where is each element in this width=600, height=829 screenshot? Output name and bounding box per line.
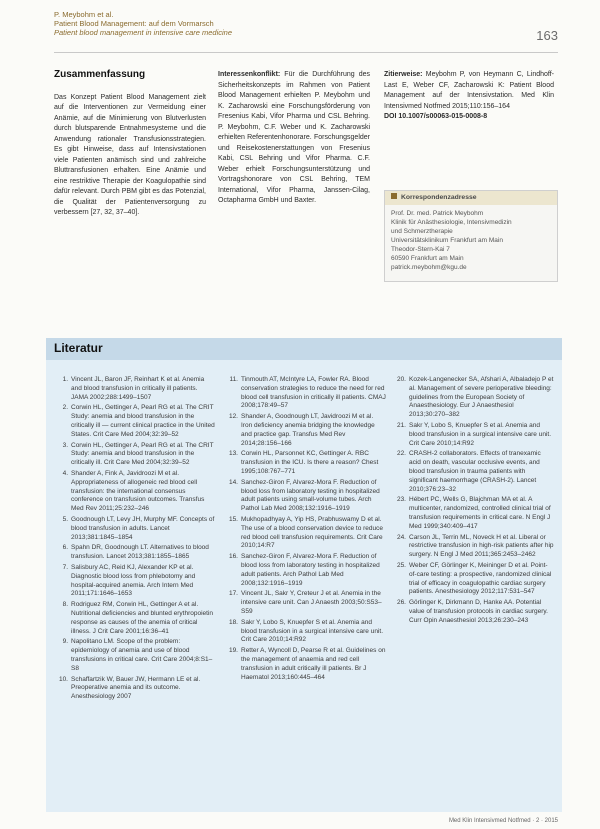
reference-text: CRASH-2 collaborators. Effects of tranexamic acid on death, vascular occlusive events, and blood transfusion in trauma patients with significant haemorrhage (CRASH-2). Lancet 2010;376:23–32 — [409, 450, 541, 493]
correspondence-line: Universitätsklinikum Frankfurt am Main — [391, 237, 503, 244]
reference-number: 2. — [62, 404, 68, 412]
reference-number: 16. — [228, 553, 238, 561]
reference-number: 7. — [62, 563, 68, 571]
correspondence-title: Korrespondenzadresse — [385, 191, 557, 205]
reference-item — [58, 676, 216, 702]
reference-number: 18. — [228, 618, 238, 626]
reference-item — [396, 450, 554, 494]
reference-item — [228, 413, 386, 448]
reference-text: Shander A, Fink A, Javidroozi M et al. Appropriateness of allogeneic red blood cell transfusion: the international consensus conference on transfusion outcomes. Transfus Med Rev 2011;25:232–246 — [71, 469, 205, 513]
reference-text: Rodriguez RM, Corwin HL, Gettinger A et al. Nutritional deficiencies and blunted erythropoietin response as causes of the anemia of critical illness. J Crit Care 2001;16:36–41 — [71, 601, 214, 635]
reference-item — [58, 470, 216, 514]
reference-item — [396, 496, 554, 531]
page-number: 163 — [536, 28, 558, 43]
references-area — [46, 360, 562, 812]
references-column-1 — [58, 376, 216, 704]
reference-number: 11. — [229, 376, 238, 383]
reference-text: Weber CF, Görlinger K, Meininger D et al. Point-of-care testing: a prospective, randomized clinical trial of efficacy in coagulopathic cardiac surgery patients. Anesthesiology 2012;117:531–547 — [409, 561, 552, 596]
references-column-3 — [396, 376, 554, 628]
correspondence-line: Klinik für Anästhesiologie, Intensivmedizin — [391, 219, 512, 226]
reference-text: Tinmouth AT, McIntyre LA, Fowler RA. Blood conservation strategies to reduce the need for red blood cell transfusion in critically ill patients. CMAJ 2008;178:49–57 — [241, 376, 386, 410]
reference-item — [58, 638, 216, 673]
reference-item — [396, 562, 554, 597]
reference-number: 12. — [228, 413, 238, 421]
reference-item — [228, 553, 386, 588]
reference-text: Vincent JL, Baron JF, Reinhart K et al. Anemia and blood transfusion in critically ill patients. JAMA 2002;288:1499–1507 — [71, 376, 205, 401]
reference-item — [228, 590, 386, 616]
reference-text: Sanchez-Giron F, Alvarez-Mora F. Reduction of blood loss from laboratory testing in hospitalized adult patients using small-volume tubes. Arch Pathol Lab Med 2008;132:1916–1919 — [241, 478, 380, 513]
reference-text: Corwin HL, Gettinger A, Pearl RG et al. The CRIT Study: anemia and blood transfusion in the critically ill. Crit Care Med 2004;32:39–52 — [71, 441, 214, 467]
reference-text: Retter A, Wyncoll D, Pearse R et al. Guidelines on the management of anaemia and red cell transfusion in adult critically ill patients. Br J Haematol 2013;160:445–464 — [241, 647, 386, 681]
reference-number: 14. — [228, 478, 238, 486]
reference-number: 23. — [396, 496, 406, 504]
zitierweise-text: Meybohm P, von Heymann C, Lindhoff-Last E, Weber CF, Zacharowski K: Patient Blood Management auf der Intensivstation. Med Klin Intensivmed Notfmed 2015;110:156–164 — [384, 71, 554, 110]
reference-item — [58, 442, 216, 468]
reference-text: Salisbury AC, Reid KJ, Alexander KP et al. Diagnostic blood loss from phlebotomy and hospital-acquired anemia. Arch Intern Med 2011;171:1646–1653 — [71, 563, 196, 598]
reference-number: 13. — [228, 450, 238, 458]
correspondence-line: und Schmerztherapie — [391, 228, 453, 235]
references-column-2 — [228, 376, 386, 684]
reference-item — [396, 376, 554, 420]
header-divider — [54, 52, 558, 53]
zitierweise-heading: Zitierweise: — [384, 71, 423, 78]
reference-number: 19. — [228, 647, 238, 655]
reference-number: 22. — [396, 450, 406, 458]
reference-text: Shander A, Goodnough LT, Javidroozi M et al. Iron deficiency anemia bridging the knowledge and practice gap. Transfus Med Rev 2014;28:156–166 — [241, 413, 375, 447]
header-subtitle: Patient blood management in intensive care medicine — [54, 28, 233, 37]
reference-text: Vincent JL, Sakr Y, Creteur J et al. Anemia in the intensive care unit. Can J Anaesth 2003;50:S53–S59 — [241, 590, 382, 615]
reference-item — [58, 404, 216, 439]
reference-item — [58, 544, 216, 562]
page-footer: Med Klin Intensivmed Notfmed · 2 · 2015 — [448, 818, 558, 824]
correspondence-line: Theodor-Stern-Kai 7 — [391, 246, 450, 253]
reference-number: 20. — [396, 376, 406, 383]
reference-text: Kozek-Langenecker SA, Afshari A, Albaladejo P et al. Management of severe perioperative bleeding: guidelines from the European Society of Anaesthesiology. Eur J Anaesthesiol 2013;30:270–382 — [409, 376, 554, 419]
reference-text: Carson JL, Terrin ML, Noveck H et al. Liberal or restrictive transfusion in high-risk patients after hip surgery. N Engl J Med 2011;365:2453–2462 — [409, 533, 554, 559]
reference-number: 15. — [228, 515, 238, 523]
reference-text: Spahn DR, Goodnough LT. Alternatives to blood transfusion. Lancet 2013;381:1855–1865 — [71, 544, 209, 561]
correspondence-address — [385, 205, 557, 276]
reference-item — [228, 516, 386, 551]
zitierweise-column — [384, 70, 554, 123]
reference-item — [58, 601, 216, 636]
running-header — [54, 10, 554, 37]
reference-number: 17. — [228, 590, 238, 598]
reference-number: 4. — [62, 469, 68, 477]
correspondence-line: 60590 Frankfurt am Main — [391, 255, 464, 262]
reference-text: Corwin HL, Parsonnet KC, Gettinger A. RBC transfusion in the ICU. Is there a reason? Chest 1995;108:767–771 — [241, 450, 379, 475]
reference-item — [58, 564, 216, 599]
reference-number: 9. — [62, 638, 68, 646]
correspondence-box — [384, 190, 558, 282]
reference-text: Napolitano LM. Scope of the problem: epidemiology of anemia and use of blood transfusions in critical care. Crit Care 2004;8:S1–S8 — [71, 638, 213, 672]
reference-text: Corwin HL, Gettinger A, Pearl RG et al. The CRIT Study: anemia and blood transfusion in the critically ill — current clinical practice in the United States. Crit Care Med 2004;32:39–52 — [71, 404, 215, 438]
reference-number: 21. — [396, 421, 406, 429]
interessenkonflikt-text: Für die Durchführung des Sicherheitskonzepts im Rahmen von Patient Blood Management erhielten P. Meybohm und K. Zacharowski eine Forschungsförderung von Fresenius Kabi, Vifor Pharma und CSL Behring. P. Meybohm, C.F. Weber und K. Zacharowski erhielten Referentenhonorare. Forschungsgelder und Reisekostenerstattungen von Fresenius Kabi, CSL Behring und Vifor Pharma. C.F. Weber erhielt Forschungsunterstützung und Vortragshonorare von CSL Behring, TEM International, Vifor Pharma, Janssen-Cilag, Octapharma GmbH und Baxter. — [218, 71, 370, 204]
correspondence-line: Prof. Dr. med. Patrick Meybohm — [391, 210, 484, 217]
reference-number: 1. — [62, 376, 68, 383]
reference-number: 26. — [396, 599, 406, 607]
doi-text: DOI 10.1007/s00063-015-0008-8 — [384, 113, 488, 120]
reference-text: Goodnough LT, Levy JH, Murphy MF. Concepts of blood transfusion in adults. Lancet 2013;381:1845–1854 — [71, 515, 215, 541]
reference-text: Schaffartzik W, Bauer JW, Hermann LE et al. Preoperative anemia and its outcome. Anesthesiology 2007 — [71, 675, 201, 701]
correspondence-line: patrick.meybohm@kgu.de — [391, 264, 467, 271]
reference-text: Sanchez-Giron F, Alvarez-Mora F. Reduction of blood loss from laboratory testing in hospitalized adult patients. Arch Pathol Lab Med 2008;132:1916–1919 — [241, 553, 380, 587]
reference-item — [228, 479, 386, 514]
reference-item — [228, 450, 386, 476]
reference-item — [396, 599, 554, 625]
reference-number: 6. — [62, 544, 68, 552]
reference-number: 25. — [396, 561, 406, 569]
reference-number: 3. — [62, 441, 68, 449]
interessenkonflikt-column — [218, 70, 370, 207]
reference-number: 5. — [62, 515, 68, 523]
header-authors: P. Meybohm et al. — [54, 10, 114, 19]
reference-item — [228, 619, 386, 645]
interessenkonflikt-heading: Interessenkonflikt: — [218, 71, 281, 78]
zusammenfassung-text: Das Konzept Patient Blood Management zielt auf die Interventionen zur Vermeidung einer Anämie, auf die Minimierung von Blutverlusten durch blutsparende Entnahmesysteme und die Anwendung rationaler Transfusionsstrategien. Es gibt Hinweise, dass auf Intensivstationen viele Patienten anämisch sind und zahlreiche Bluttransfusionen erhalten. Eine Anämie und eine restriktive Therapie der Koagulopathie sind dafür relevant. Durch PBM gibt es das Potenzial, die Qualität der Patientenversorgung zu verbessern [27, 32, 37–40]. — [54, 93, 206, 216]
reference-item — [58, 516, 216, 542]
reference-item — [396, 534, 554, 560]
literatur-banner — [46, 338, 562, 360]
zusammenfassung-column — [54, 70, 206, 219]
reference-item — [58, 376, 216, 402]
reference-item — [228, 376, 386, 411]
reference-text: Mukhopadhyay A, Yip HS, Prabhuswamy D et al. The use of a blood conservation device to reduce red blood cell transfusion requirements. Crit Care 2010;14:R7 — [241, 515, 384, 550]
literatur-heading: Literatur — [54, 341, 103, 355]
reference-item — [228, 647, 386, 682]
reference-item — [396, 422, 554, 448]
reference-text: Hébert PC, Wells G, Blajchman MA et al. A multicenter, randomized, controlled clinical trial of transfusion requirements in critical care. N Engl J Med 1999;340:409–417 — [409, 496, 551, 530]
reference-text: Görlinger K, Dirkmann D, Hanke AA. Potential value of transfusion protocols in cardiac surgery. Curr Opin Anaesthesiol 2013;26:230–243 — [409, 599, 548, 624]
reference-number: 10. — [58, 675, 68, 683]
reference-number: 24. — [396, 533, 406, 541]
reference-number: 8. — [62, 601, 68, 609]
reference-text: Sakr Y, Lobo S, Knuepfer S et al. Anemia and blood transfusion in a surgical intensive care unit. Crit Care 2010;14:R92 — [409, 421, 551, 447]
zusammenfassung-heading: Zusammenfassung — [54, 69, 146, 80]
reference-text: Sakr Y, Lobo S, Knuepfer S et al. Anemia and blood transfusion in a surgical intensive care unit. Crit Care 2010;14:R92 — [241, 618, 383, 644]
header-title: Patient Blood Management: auf dem Vormarsch — [54, 19, 214, 28]
